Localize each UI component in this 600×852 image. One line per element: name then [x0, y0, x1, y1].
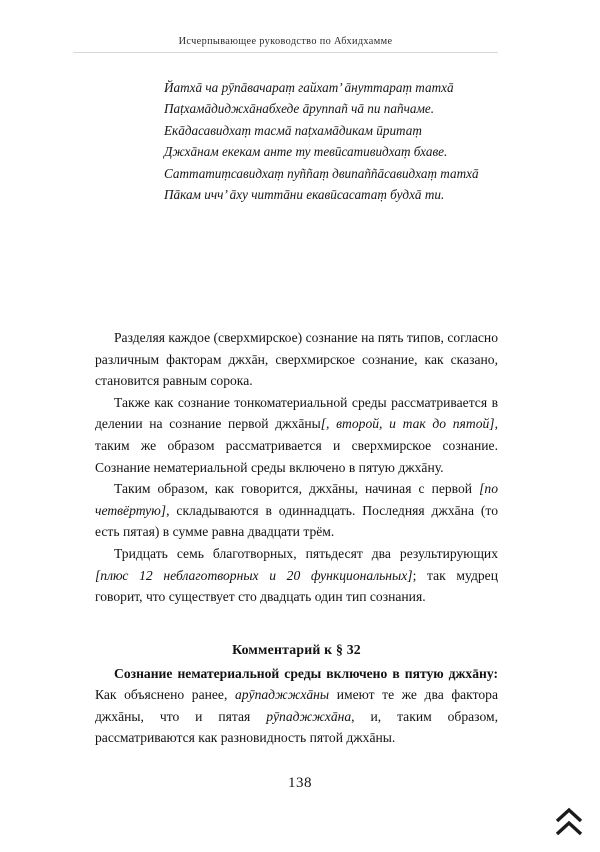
text-run: Тридцать семь благотворных, пятьдесят два результирующих — [114, 545, 498, 561]
commentary-section — [95, 639, 498, 749]
text-run: Также как сознание тонкоматериальной среды рассматривается в делении на сознание первой джхāны — [95, 394, 498, 432]
editorial-insertion: [по четвёртую] — [95, 481, 498, 518]
text-run: ; так мудрец говорит, что существует сто двадцать один тип сознания. — [95, 567, 498, 605]
text-run: Разделяя каждое (сверхмирское) сознание на пять типов, согласно различным факторам джхāн, сверхмирское сознание, как сказано, становится равным сорока. — [95, 330, 498, 389]
paragraph — [95, 543, 498, 608]
verse-line: Йатхā ча рӯпāвачараṃ гайхат’ āнуттараṃ татхā — [164, 80, 454, 95]
running-title: Исчерпывающее руководство по Абхидхамме — [178, 36, 393, 47]
editorial-insertion: рӯпаджжхāна — [266, 708, 352, 724]
page-number: 138 — [288, 775, 312, 791]
commentary-lead-term: Сознание нематериальной среды включено в пятую джхāну: — [114, 665, 498, 681]
verse-line: Пāкам ичч’ āху читтāни екавӣсасатаṃ будхā ти. — [164, 187, 445, 203]
double-chevron-up-icon — [553, 806, 585, 840]
text-run: , складываются в одиннадцать. Последняя джхāна (то есть пятая) в сумме равна двадцати трём. — [95, 502, 498, 540]
editorial-insertion: арӯпаджжхāны — [234, 687, 330, 703]
text-run: , и, таким образом, рассматриваются как разновидность пятой джхāны. — [95, 708, 498, 746]
editorial-insertion: [, второй, и так до пятой] — [320, 416, 495, 432]
text-run: Таким образом, как говорится, джхāны, начиная с первой — [114, 481, 480, 497]
text-run: , таким же образом рассматривается и сверхмирское сознание. Сознание нематериальной среды включено в пятую джхāну. — [95, 416, 498, 475]
verse-line: Джхāнам екекам анте ту тевӣсативидхаṃ бхаве. — [164, 144, 448, 160]
commentary-paragraph — [95, 663, 498, 749]
editorial-insertion: [плюс 12 неблаготворных и 20 функциональных] — [95, 567, 413, 583]
text-run: Как объяснено ранее, — [95, 687, 235, 703]
paragraph — [95, 392, 498, 478]
verse-line: Саттатиṃсавидхаṃ пуññаṃ двипаññāсавидхаṃ татхā — [164, 165, 479, 181]
pali-verse-block — [146, 77, 498, 205]
text-run: имеют те же два фактора джхāны, что и пятая — [95, 687, 498, 724]
scroll-to-top-button[interactable] — [553, 806, 585, 840]
commentary-runs — [95, 687, 498, 745]
commentary-heading: Комментарий к § 32 — [232, 642, 361, 657]
header-divider — [73, 52, 498, 53]
body-text — [95, 327, 498, 608]
page-header — [73, 36, 498, 53]
verse-line: Паṭхамāдиджхāнабхеде āруппañ чā пи пañчаме. — [164, 101, 435, 117]
verse-line: Екāдасавидхаṃ тасмā паṭхамāдикам ӣритаṃ — [164, 122, 422, 138]
paragraph — [95, 327, 498, 392]
paragraph — [95, 478, 498, 543]
